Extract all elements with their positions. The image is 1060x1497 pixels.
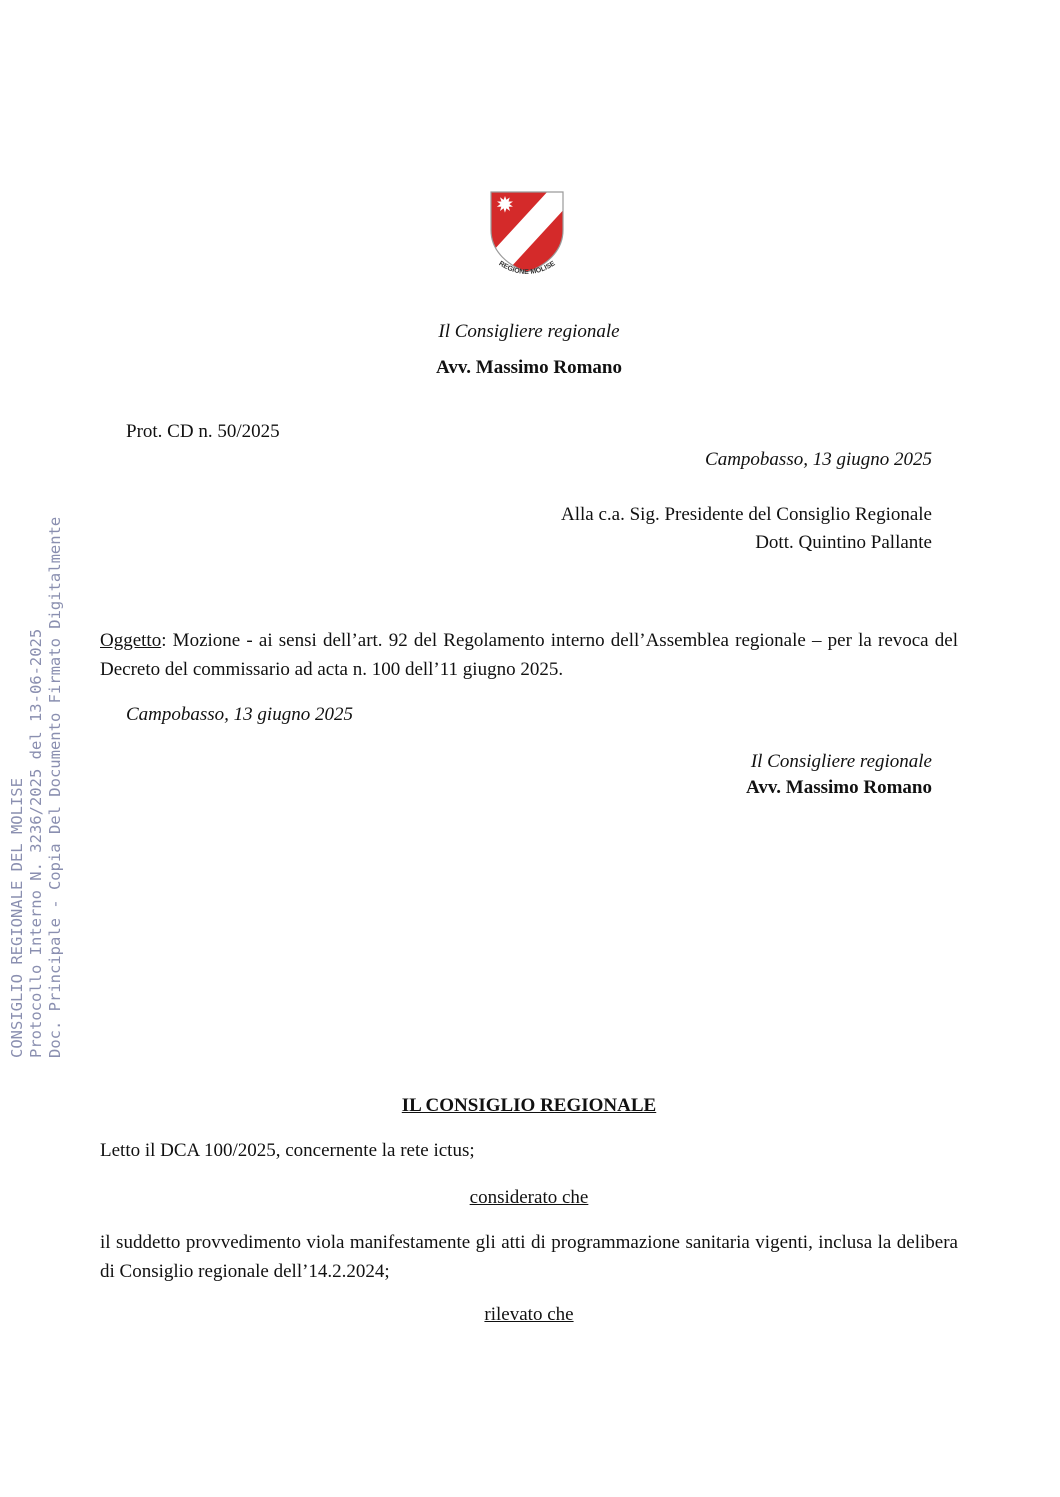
- crest-caption: REGIONE MOLISE: [497, 260, 557, 277]
- signature-name: Avv. Massimo Romano: [746, 777, 932, 798]
- protocol-watermark: [8, 517, 65, 1058]
- subject-label: Oggetto: [100, 630, 162, 651]
- date-top: Campobasso, 13 giugno 2025: [705, 449, 932, 470]
- rilevato-heading: rilevato che: [484, 1304, 574, 1325]
- considerato-heading: considerato che: [469, 1187, 589, 1208]
- addressee-line-1: Alla c.a. Sig. Presidente del Consiglio Regionale: [561, 504, 932, 525]
- header-role: Il Consigliere regionale: [438, 321, 620, 342]
- subject-separator: :: [161, 630, 167, 651]
- body-heading: IL CONSIGLIO REGIONALE: [401, 1095, 657, 1116]
- watermark-line-3: Doc. Principale - Copia Del Documento Firmato Digitalmente: [46, 516, 64, 1058]
- signature-role: Il Consigliere regionale: [750, 751, 932, 772]
- watermark-line-1: CONSIGLIO REGIONALE DEL MOLISE: [8, 778, 26, 1058]
- regione-molise-crest: [487, 190, 567, 282]
- body-paragraph-2: il suddetto provvedimento viola manifestamente gli atti di programmazione sanitaria vigenti, inclusa la delibera di Consiglio regionale dell’14.2.2024;: [100, 1232, 958, 1282]
- watermark-line-2: Protocollo Interno N. 3236/2025 del 13-06-2025: [27, 628, 45, 1058]
- protocol-number: Prot. CD n. 50/2025: [126, 421, 280, 442]
- subject-paragraph: [100, 626, 958, 684]
- header-name: Avv. Massimo Romano: [436, 357, 622, 378]
- body-paragraph-1: Letto il DCA 100/2025, concernente la rete ictus;: [100, 1140, 475, 1161]
- subject-text: Mozione - ai sensi dell’art. 92 del Regolamento interno dell’Assemblea regionale – per la revoca del Decreto del commissario ad acta n. 100 dell’11 giugno 2025.: [100, 630, 958, 680]
- addressee-line-2: Dott. Quintino Pallante: [755, 532, 932, 553]
- date-bottom: Campobasso, 13 giugno 2025: [126, 704, 353, 725]
